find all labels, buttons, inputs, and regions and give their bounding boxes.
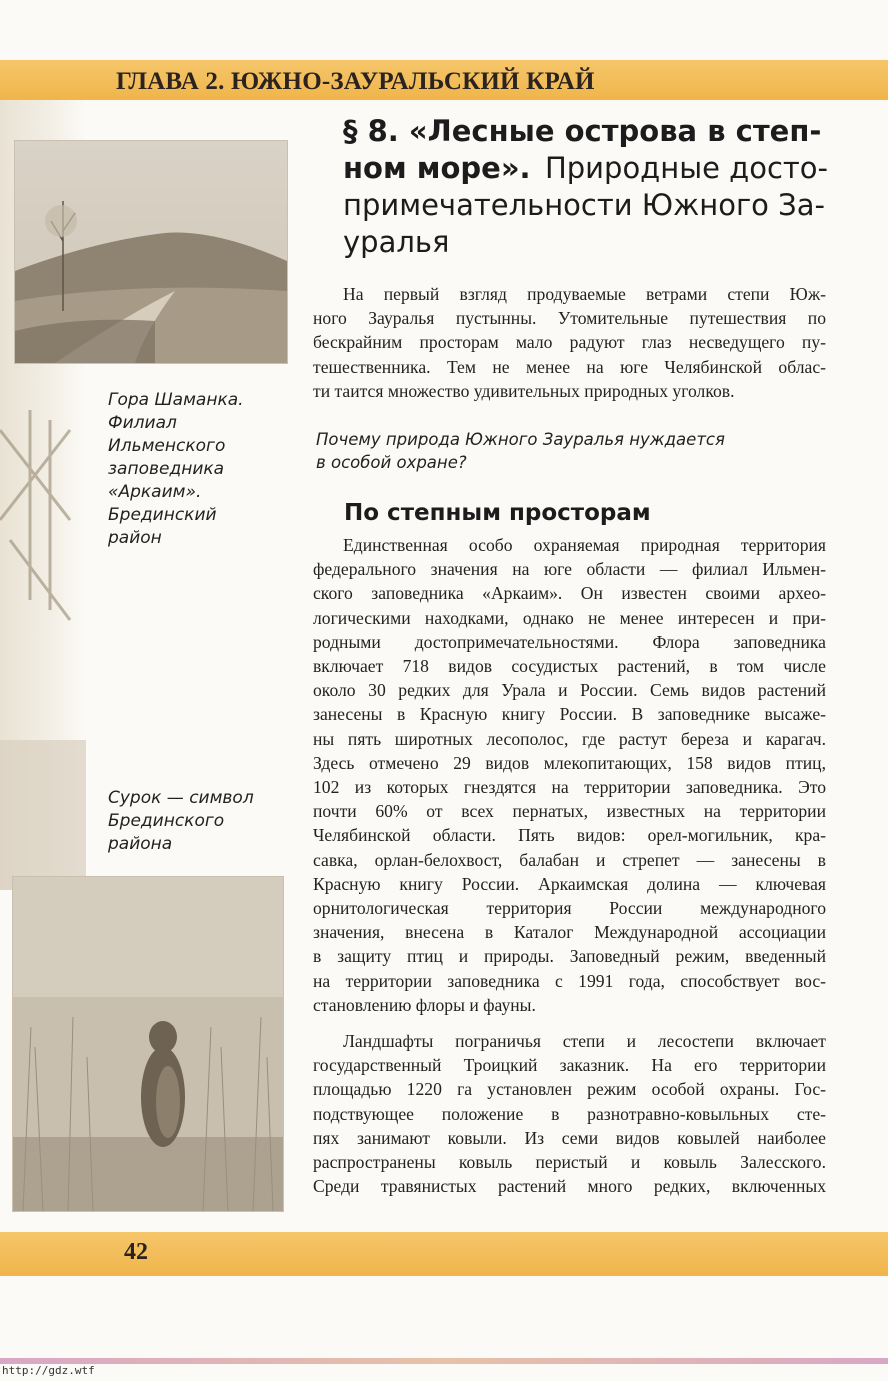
section-heading xyxy=(343,113,828,261)
heading-line: уралья xyxy=(343,225,450,259)
page-number: 42 xyxy=(124,1239,148,1265)
watermark: http://gdz.wtf xyxy=(2,1364,95,1377)
photo-caption-shamanka: Гора Шаманка. Филиал Ильменского заповедника «Аркаим». Брединский район xyxy=(108,390,244,548)
paragraph-troitsky: Ландшафты пограничья степи и лесостепи включает государственный Троицкий заказник. На его территории площадью 1220 га установлен режим особой охраны. Гос- подствующее положение в разнотравно-ковыльных сте- пях занимают ковыли. Из семи видов ковылей наиболее распространены ковыль перистый и ковыль Залесского. Среди травянистых растений много редких, включенных xyxy=(313,1031,826,1197)
heading-line: ном море». Природные досто- xyxy=(343,151,828,185)
chapter-title: ГЛАВА 2. ЮЖНО-ЗАУРАЛЬСКИЙ КРАЙ xyxy=(116,68,595,95)
heading-line: примечательности Южного За- xyxy=(343,188,825,222)
paragraph-arkaim: Единственная особо охраняемая природная территория федерального значения на юге области — филиал Ильмен- ского заповедника «Аркаим». Он известен своими архео- логическими находками, однако не менее интересен и при- родными достопримечательностями. Флора заповедника включает 718 видов сосудистых растений, в том числе около 30 редких для Урала и России. Семь видов растений занесены в Красную книгу России. В заповеднике высаже- ны пять широтных лесополос, где растут береза и карагач. Здесь отмечено 29 видов млекопитающих, 158 видов птиц, 102 из которых гнездятся на территории заповедника. Это почти 60% от всех пернатых, известных на территории Челябинской области. Пять видов: орел-могильник, кра- савка, орлан-белохвост, балабан и стрепет — занесены в Красную книгу России. Аркаимская долина — ключевая орнитологическая территория России международного значения, внесена в Каталог Международной ассоциации в защиту птиц и природы. Заповедный режим, введенный на территории заповедника с 1991 года, способствует вос- становлению флоры и фауны. xyxy=(313,535,826,1015)
photo-shamanka-mountain xyxy=(14,140,288,364)
photo-marmot xyxy=(12,876,284,1212)
heading-line: § 8. «Лесные острова в степ- xyxy=(343,114,822,148)
review-question: Почему природа Южного Зауралья нуждается в особой охране? xyxy=(316,430,725,472)
photo-caption-marmot: Сурок — символ Брединского района xyxy=(108,788,254,854)
subsection-title: По степным просторам xyxy=(344,500,651,526)
bottom-strip xyxy=(0,1358,888,1364)
intro-paragraph: На первый взгляд продуваемые ветрами степи Юж- ного Зауралья пустынны. Утомительные путешествия по бескрайним просторам мало радуют глаз несведущего пу- тешественника. Тем не менее на юге Челябинской облас- ти таится множество удивительных природных уголков. xyxy=(313,284,826,401)
